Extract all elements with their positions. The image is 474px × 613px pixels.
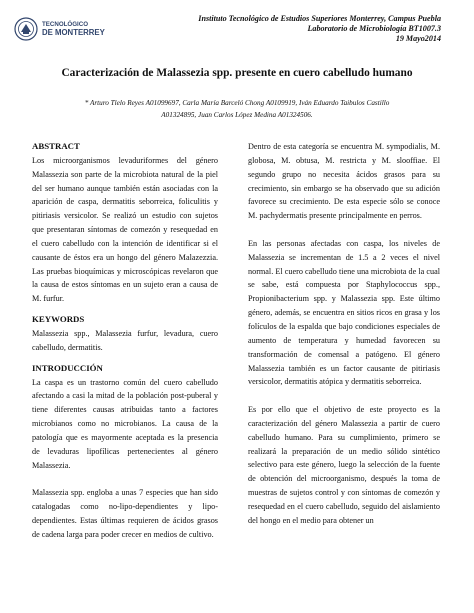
keywords-text: Malassezia spp., Malassezia furfur, levadura, cuero cabelludo, dermatitis.: [32, 328, 218, 352]
authors-line-2: A01324895, Juan Carlos López Medina A01324506.: [161, 110, 313, 119]
paper-title: [0, 67, 474, 79]
right-paragraph-2: En las personas afectadas con caspa, los niveles de Malassezia se incrementan de 1.5 a 2 veces el nivel normal. El cuero cabelludo tiene una microbiota de la cual se sabe, está compuesta por Staphylococcus spp., Propionibacterium spp. y Malassezia spp. Este último género, además, se encuentra en sitios ricos en grasa y los folículos de la espalda que bajo condiciones especiales de aumento de temperatura y humedad favorecen su transformación de comensal a patógeno. El género Malassezia también es un factor causante de pitiriasis versicolor, dermatitis atópica y dermatitis seborreica.: [248, 238, 440, 387]
abstract-text: Los microorganismos levaduriformes del género Malassezia son parte de la microbiota natural de la piel del ser humano aunque también están asociadas con la aparición de caspa, dermatitis seborreica, foliculitis y pitiriasis versicolor. Se realizó un estudio con sujetos que presentaran síntomas de comezón y resequedad en el cuero cabelludo con la intención de identificar si el causante de éstos era un hongo del género Malazezzia. Las pruebas bioquímicas y microscópicas revelaron que la causa de estos síntomas en un sujeto eran a causa de M. furfur.: [32, 155, 218, 304]
logo-text-line2: DE MONTERREY: [42, 28, 105, 37]
introduction-paragraph-1: La caspa es un trastorno común del cuero cabelludo afectando a casi la mitad de la población post-puberal y tiene diferentes causas atribuidas tanto a factores microbianos como no microbianos. La causa de la patología que es mayormente aceptada es la presencia de levaduras lipofílicas pertenecientes al género Malassezia.: [32, 377, 218, 470]
tec-seal-icon: [14, 17, 38, 41]
laboratory-name: Laboratorio de Microbiología BT1007.3: [307, 24, 441, 34]
right-paragraph-1: Dentro de esta categoría se encuentra M. sympodialis, M. globosa, M. obtusa, M. restricta y M. slooffiae. El segundo grupo no necesita ácidos grasos para su crecimiento, sin embargo se ha observado que su adición favorece su crecimiento. De esta especie sólo se conoce M. pachydermatis presente principalmente en perros.: [248, 142, 440, 221]
authors-line-1: * Arturo Tlelo Reyes A01099697, Carla María Barceló Chong A0109919, Iván Eduardo Taibulos Castillo: [84, 99, 390, 107]
institution-header: [198, 14, 441, 45]
introduction-heading: INTRODUCCIÓN: [32, 362, 103, 373]
tec-monterrey-logo: [14, 15, 132, 43]
paper-title-text: Caracterización de Malassezia spp. presente en cuero cabelludo humano: [61, 67, 413, 79]
authors-block: [44, 98, 430, 121]
keywords-heading: KEYWORDS: [32, 314, 85, 325]
right-paragraph-3: Es por ello que el objetivo de este proyecto es la caracterización del género Malassezia a partir de cuero cabelludo humano. Para su cumplimiento, primero se realizará la preparación de un medio sólido sintético selectivo para este género, luego la selección de la fuente de obtención del microorganismo, después la toma de muestras de sujetos control y con síntomas de comezón y resequedad en el cuero cabelludo, seguido del aislamiento del hongo en el medio para obtener un: [248, 405, 440, 525]
left-column: [32, 140, 218, 542]
header-date: 19 Mayo2014: [395, 34, 441, 44]
introduction-paragraph-2: Malassezia spp. engloba a unas 7 especies que han sido catalogadas como no-lipo-dependientes y lipo-dependientes. Estas últimas requieren de ácidos grasos de cadena larga para poder crecer en medios de cultivo.: [32, 488, 218, 539]
abstract-heading: ABSTRACT: [32, 141, 80, 151]
right-column: [248, 140, 440, 528]
logo-text-line1: TECNOLÓGICO: [42, 21, 89, 28]
institution-name: Instituto Tecnológico de Estudios Superiores Monterrey, Campus Puebla: [198, 14, 441, 23]
